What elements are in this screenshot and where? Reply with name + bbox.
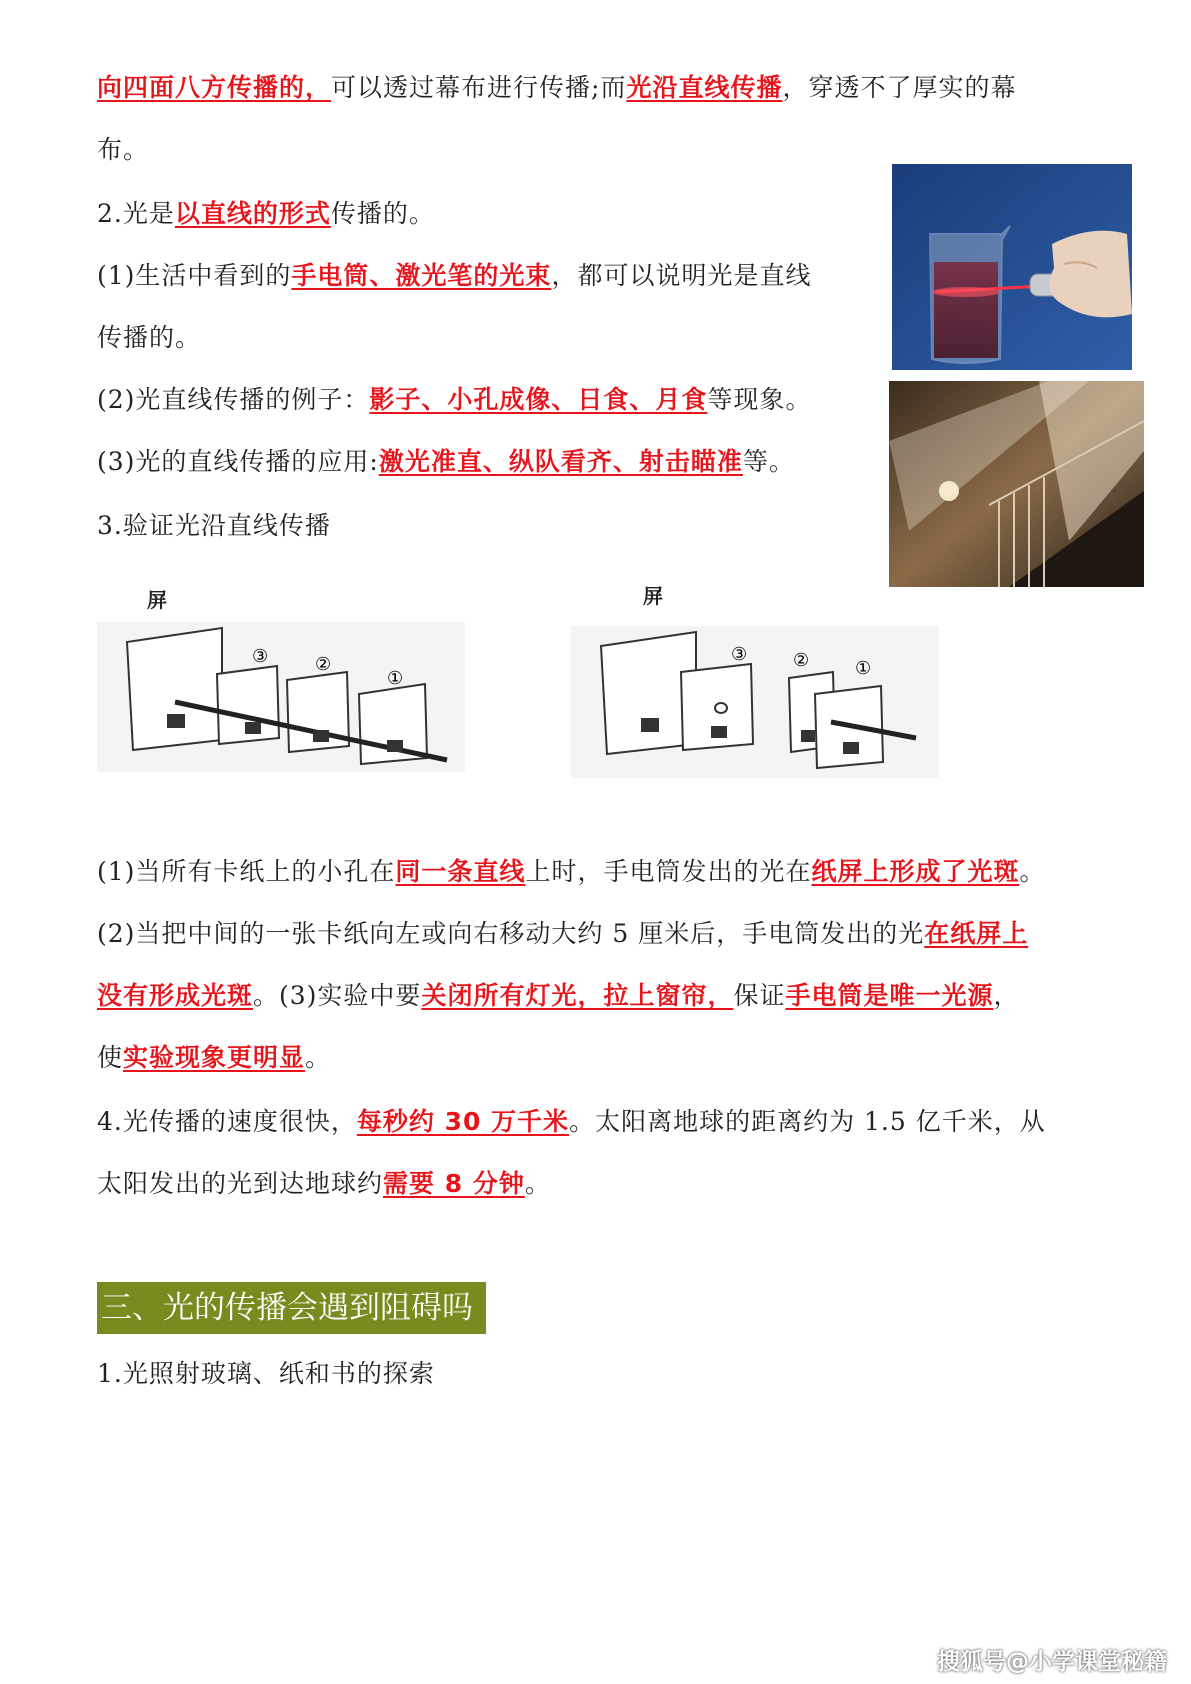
text: 。 bbox=[305, 1043, 332, 1072]
text-line bbox=[97, 918, 1028, 950]
card-number-2: ② bbox=[315, 654, 332, 675]
key-phrase: 手电筒是唯一光源 bbox=[785, 981, 994, 1010]
staircase-light-photo bbox=[889, 381, 1144, 587]
experiment-diagram-shifted bbox=[571, 626, 939, 778]
text: (2)当把中间的一张卡纸向左或向右移动大约 5 厘米后，手电筒发出的光 bbox=[97, 919, 925, 948]
text: 可以透过幕布进行传播;而 bbox=[331, 73, 627, 102]
key-phrase: 手电筒、激光笔的光束 bbox=[291, 261, 552, 290]
key-phrase: 影子、小孔成像、日食、月食 bbox=[369, 385, 708, 414]
card-number-3: ③ bbox=[731, 644, 748, 665]
text: ， bbox=[993, 981, 1020, 1010]
text: 。(3)实验中要 bbox=[253, 981, 422, 1010]
key-phrase: 同一条直线 bbox=[395, 857, 526, 886]
watermark: 搜狐号@小学课堂秘籍 bbox=[937, 1649, 1167, 1675]
card-number-2: ② bbox=[793, 650, 810, 671]
text-line bbox=[97, 1042, 331, 1074]
beaker-laser-photo bbox=[892, 164, 1132, 370]
text: 等现象。 bbox=[707, 385, 812, 414]
text-line bbox=[97, 384, 811, 416]
key-phrase: 向四面八方传播的， bbox=[97, 73, 332, 102]
screen-label: 屏 bbox=[643, 584, 663, 608]
text-line: 3.验证光沿直线传播 bbox=[97, 511, 331, 540]
key-phrase: 纸屏上形成了光斑 bbox=[811, 857, 1020, 886]
text-line bbox=[97, 198, 435, 230]
text-line bbox=[97, 260, 811, 292]
card-number-1: ① bbox=[387, 668, 404, 689]
key-phrase: 在纸屏上 bbox=[924, 919, 1029, 948]
screen-label: 屏 bbox=[147, 588, 167, 612]
text-line bbox=[97, 856, 1045, 888]
text: 。 bbox=[1019, 857, 1046, 886]
text: 传播的。 bbox=[330, 199, 435, 228]
text: 4.光传播的速度很快， bbox=[97, 1107, 357, 1136]
text-line: 布。 bbox=[97, 135, 150, 164]
text: 等。 bbox=[742, 447, 795, 476]
aligned-cards-illustration bbox=[97, 622, 465, 772]
text: 使 bbox=[97, 1043, 124, 1072]
beaker-laser-illustration bbox=[892, 164, 1132, 370]
key-phrase: 以直线的形式 bbox=[174, 199, 331, 228]
staircase-illustration bbox=[889, 381, 1144, 587]
key-phrase: 没有形成光斑 bbox=[97, 981, 254, 1010]
text: (1)生活中看到的 bbox=[97, 261, 292, 290]
key-phrase: 每秒约 30 万千米 bbox=[356, 1107, 570, 1136]
key-phrase: 激光准直、纵队看齐、射击瞄准 bbox=[378, 447, 743, 476]
shifted-cards-illustration bbox=[571, 626, 939, 778]
text-line bbox=[97, 1106, 1046, 1138]
key-phrase: 实验现象更明显 bbox=[123, 1043, 306, 1072]
text: (2)光直线传播的例子： bbox=[97, 385, 370, 414]
text: 。太阳离地球的距离约为 1.5 亿千米，从 bbox=[569, 1107, 1046, 1136]
text: (1)当所有卡纸上的小孔在 bbox=[97, 857, 396, 886]
section-heading: 三、光的传播会遇到阻碍吗 bbox=[97, 1282, 486, 1334]
key-phrase: 关闭所有灯光，拉上窗帘， bbox=[421, 981, 734, 1010]
text-line bbox=[97, 446, 795, 478]
text-line bbox=[97, 1168, 551, 1200]
text: ，都可以说明光是直线 bbox=[551, 261, 812, 290]
key-phrase: 光沿直线传播 bbox=[626, 73, 783, 102]
text-line bbox=[97, 980, 1020, 1012]
text: ，穿透不了厚实的幕 bbox=[782, 73, 1017, 102]
key-phrase: 需要 8 分钟 bbox=[383, 1169, 525, 1198]
text: 上时，手电筒发出的光在 bbox=[525, 857, 812, 886]
text: (3)光的直线传播的应用: bbox=[97, 447, 379, 476]
text: 保证 bbox=[733, 981, 786, 1010]
text-line: 1.光照射玻璃、纸和书的探索 bbox=[97, 1359, 435, 1388]
text: 。 bbox=[524, 1169, 551, 1198]
text-line bbox=[97, 72, 1016, 104]
text-line: 传播的。 bbox=[97, 323, 202, 352]
text: 太阳发出的光到达地球约 bbox=[97, 1169, 384, 1198]
experiment-diagram-aligned bbox=[97, 622, 465, 772]
card-number-3: ③ bbox=[252, 646, 269, 667]
text: 2.光是 bbox=[97, 199, 175, 228]
card-number-1: ① bbox=[855, 658, 872, 679]
